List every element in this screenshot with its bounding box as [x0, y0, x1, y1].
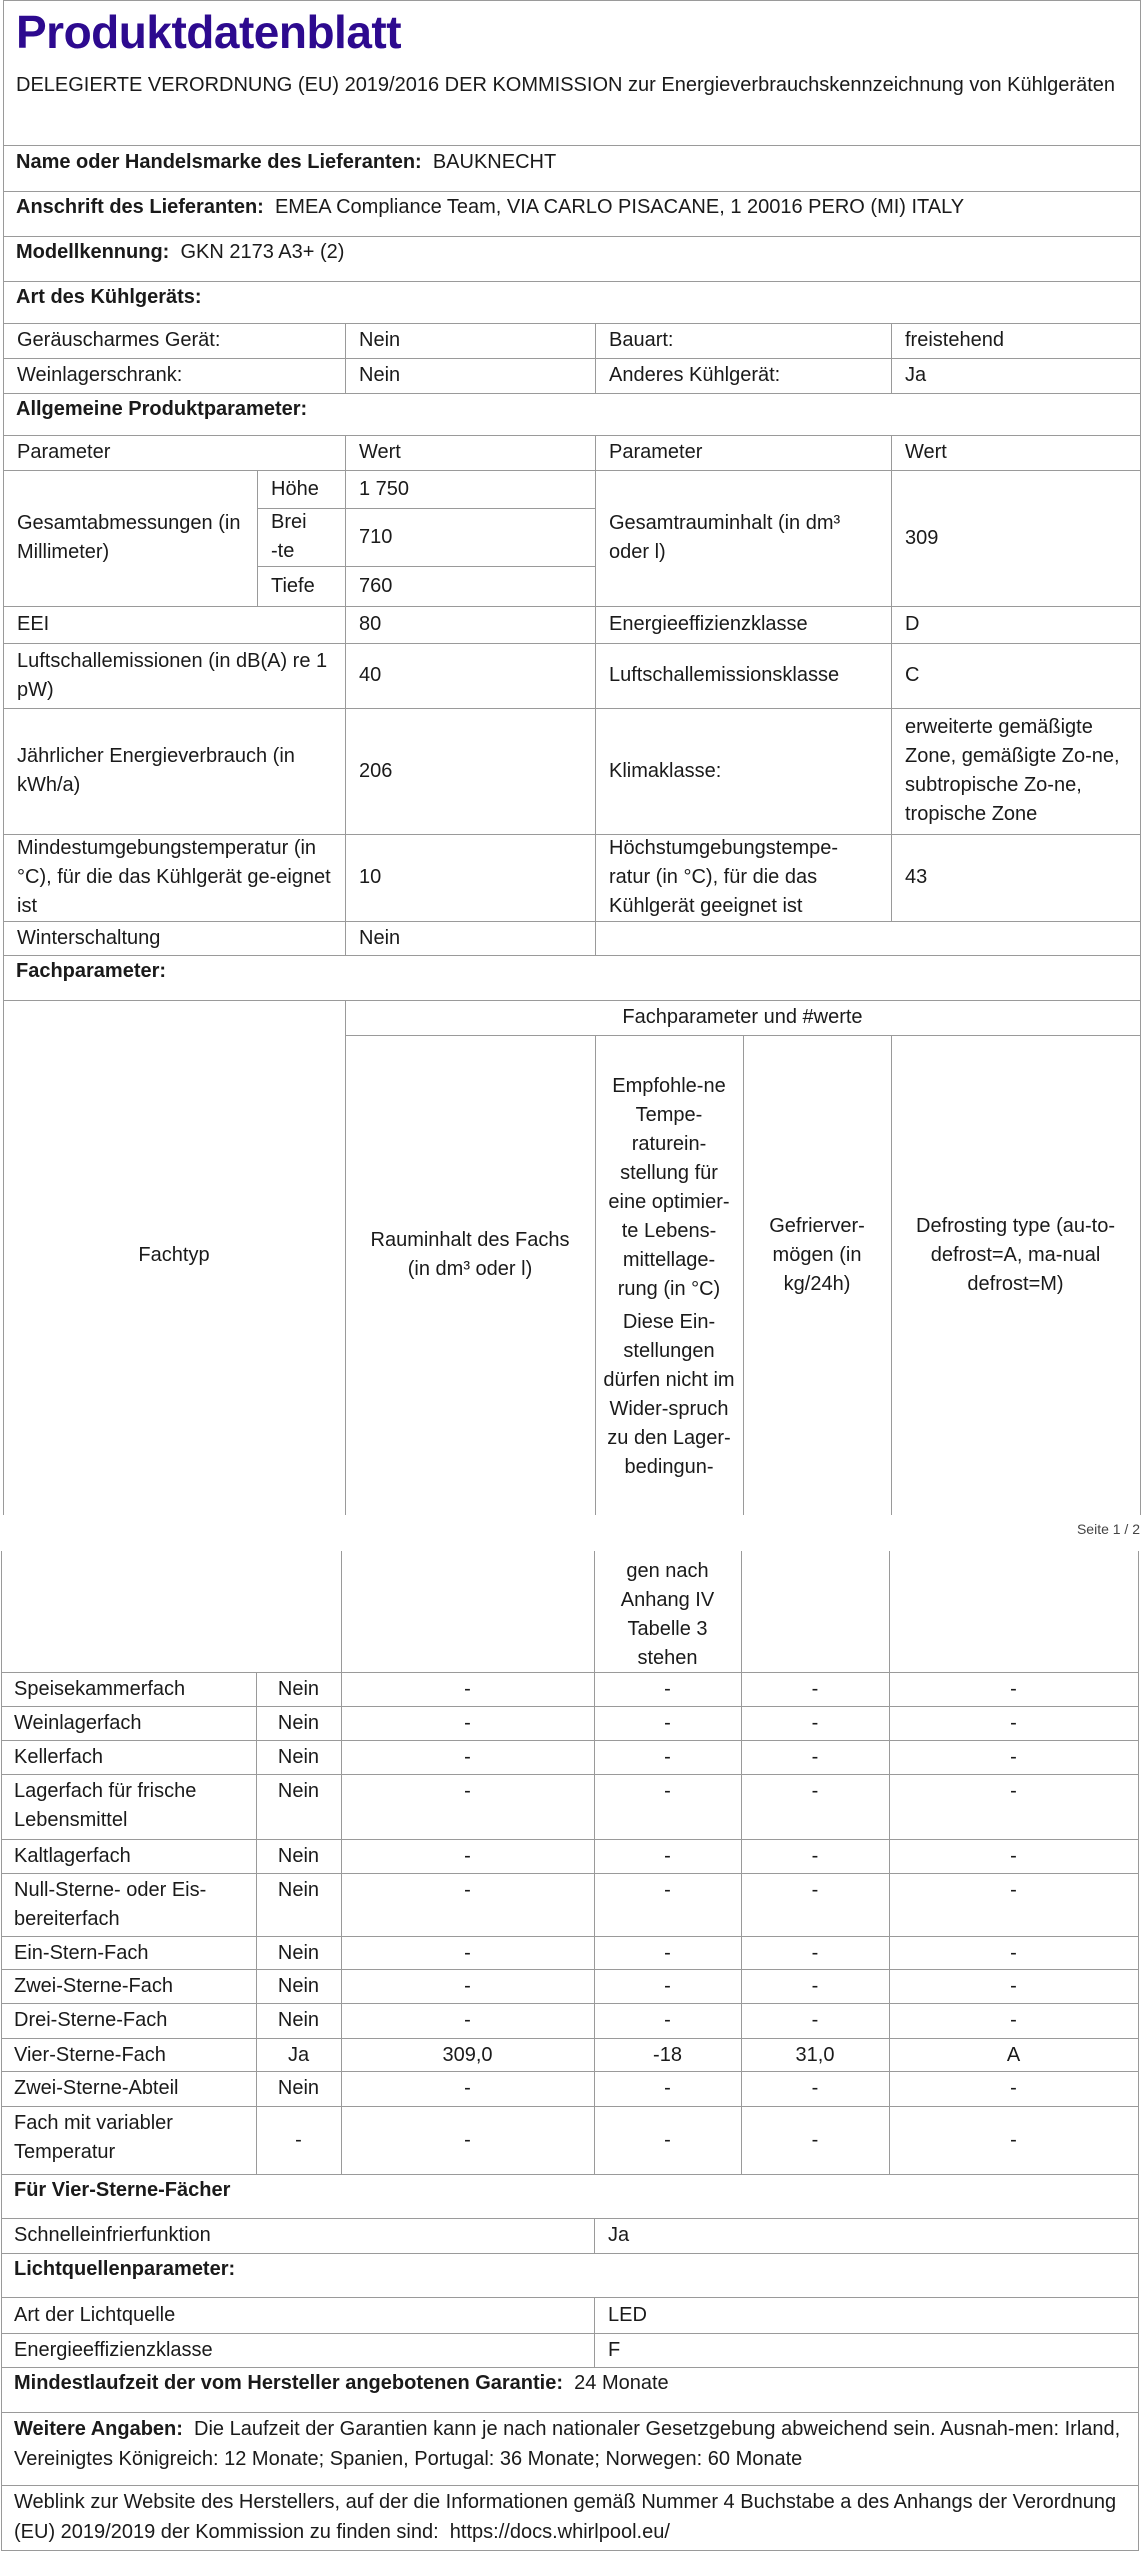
- compartment-freezing-capacity: -: [811, 1712, 819, 1734]
- divider: [594, 2218, 595, 2253]
- compartment-freezing-capacity: -: [811, 1746, 819, 1768]
- compartment-freezing-capacity: -: [811, 1678, 819, 1700]
- divider: [595, 323, 596, 393]
- compartment-volume: -: [464, 1780, 471, 1802]
- value-design-type: freistehend: [905, 329, 1004, 351]
- divider: [257, 470, 258, 606]
- supplier-name-label: Name oder Handelsmarke des Lieferanten:: [16, 151, 422, 173]
- divider: [595, 1035, 596, 1515]
- label-noise: Luftschallemissionen (in dB(A) re 1 pW): [17, 649, 328, 701]
- compartment-freezing-capacity: -: [811, 1879, 819, 1901]
- regulation-subtitle: DELEGIERTE VERORDNUNG (EU) 2019/2016 DER KOMMISSION zur Energieverbrauchskennzeichnung von Kühlgeräten: [16, 74, 1115, 96]
- label-energy-class: Energieeffizienzklasse: [609, 613, 808, 635]
- recommended-temp-continued: gen nach Anhang IV Tabelle 3 stehen: [620, 1560, 715, 1669]
- compartment-group-header: Fachparameter und #werte: [622, 1006, 863, 1028]
- compartment-freezing-capacity: -: [811, 1975, 819, 1997]
- divider: [3, 393, 1140, 394]
- compartment-temp: -18: [653, 2044, 682, 2066]
- divider: [3, 145, 1140, 146]
- compartment-type: Drei-Sterne-Fach: [14, 2009, 168, 2031]
- compartment-temp: -: [664, 2077, 671, 2099]
- divider: [1, 2550, 1138, 2551]
- col-header-defrost-type: Defrosting type (au-to-defrost=A, ma-nual defrost=M): [916, 1214, 1115, 1295]
- compartment-type: Kaltlagerfach: [14, 1845, 131, 1867]
- value-light-energy-class: F: [608, 2338, 621, 2361]
- value-energy-class: D: [905, 613, 920, 635]
- compartment-present: Nein: [277, 1975, 320, 1997]
- compartment-temp: -: [664, 1678, 671, 1700]
- divider: [1, 2412, 1138, 2413]
- compartment-volume: -: [464, 1845, 471, 1867]
- model-row: [16, 238, 344, 267]
- compartment-volume: -: [464, 2077, 471, 2099]
- compartment-defrost-type: -: [1010, 1942, 1017, 1964]
- compartment-temp: -: [664, 1975, 671, 1997]
- warranty-value: 24 Monate: [574, 2372, 669, 2394]
- dimensions-label: Gesamtabmessungen (in Millimeter): [17, 512, 241, 563]
- value-wine-cabinet: Nein: [359, 364, 401, 386]
- col-header-value-2: Wert: [905, 441, 947, 463]
- divider: [3, 281, 1140, 282]
- total-volume-value: 309: [905, 526, 939, 549]
- compartment-freezing-capacity: -: [811, 2009, 819, 2031]
- compartment-volume: -: [464, 1678, 471, 1700]
- compartment-volume: -: [464, 1712, 471, 1734]
- value-eei: 80: [359, 613, 382, 635]
- label-wine-cabinet: Weinlagerschrank:: [17, 364, 183, 386]
- compartment-freezing-capacity: -: [811, 1780, 819, 1802]
- compartment-present: Nein: [277, 2077, 320, 2099]
- label-eei: EEI: [17, 613, 50, 635]
- compartment-defrost-type: -: [1010, 1845, 1017, 1867]
- supplier-address-label: Anschrift des Lieferanten:: [16, 196, 264, 218]
- compartment-present: Nein: [277, 1746, 320, 1768]
- col-header-parameter-2: Parameter: [609, 441, 703, 463]
- divider: [595, 435, 596, 955]
- compartment-type: Fach mit variabler Temperatur: [14, 2112, 173, 2163]
- warranty-row: [14, 2369, 669, 2398]
- label-fast-freeze: Schnelleinfrierfunktion: [14, 2224, 211, 2246]
- compartment-present: Nein: [277, 1780, 320, 1802]
- label-max-ambient-temp: Höchstumgebungstempe-ratur (in °C), für die das Kühlgerät geeignet ist: [609, 837, 839, 917]
- warranty-label: Mindestlaufzeit der vom Hersteller angebotenen Garantie:: [14, 2372, 564, 2394]
- value-fast-freeze: Ja: [608, 2224, 630, 2246]
- col-header-fachtyp: Fachtyp: [138, 1243, 210, 1266]
- divider: [3, 191, 1140, 192]
- weblink-row: [14, 2487, 1126, 2547]
- compartment-defrost-type: -: [1010, 1712, 1017, 1734]
- divider: [3, 0, 1140, 1]
- additional-info-label: Weitere Angaben:: [14, 2418, 183, 2440]
- compartment-params-header: Fachparameter:: [16, 960, 167, 982]
- compartment-temp: -: [664, 2009, 671, 2031]
- compartment-defrost-type: -: [1010, 1746, 1017, 1768]
- compartment-type: Weinlagerfach: [14, 1712, 142, 1734]
- divider: [1, 2253, 1138, 2254]
- value-annual-energy: 206: [359, 759, 393, 782]
- compartment-defrost-type: -: [1010, 1879, 1017, 1901]
- appliance-type-header: Art des Kühlgeräts:: [16, 286, 202, 308]
- height-value: 1 750: [359, 477, 410, 500]
- compartment-type: Zwei-Sterne-Fach: [14, 1975, 173, 1997]
- value-min-ambient-temp: 10: [359, 866, 382, 888]
- divider: [345, 435, 346, 955]
- divider: [3, 236, 1140, 237]
- compartment-type: Ein-Stern-Fach: [14, 1942, 149, 1964]
- divider: [594, 2297, 595, 2367]
- recommended-temp-note: Diese Ein-stellungen dürfen nicht im Wider-spruch zu den Lager-bedingun-: [603, 1310, 735, 1478]
- label-min-ambient-temp: Mindestumgebungstemperatur (in °C), für die das Kühlgerät ge-eignet ist: [17, 837, 331, 917]
- col-header-recommended-temp: [595, 1035, 743, 1515]
- compartment-freezing-capacity: -: [811, 2128, 819, 2151]
- compartment-type: Vier-Sterne-Fach: [14, 2044, 166, 2066]
- compartment-defrost-type: -: [1010, 2128, 1017, 2151]
- compartment-defrost-type: -: [1010, 1780, 1017, 1802]
- recommended-temp-text: Empfohle-ne Tempe-raturein-stellung für eine optimier-te Lebens-mittellage-rung (in °C): [608, 1074, 730, 1300]
- col-header-parameter-1: Parameter: [17, 441, 111, 463]
- value-climate-class: erweiterte gemäßigte Zone, gemäßigte Zo-ne, subtropische Zo-ne, tropische Zone: [905, 716, 1120, 825]
- depth-value: 760: [359, 574, 393, 597]
- compartment-defrost-type: -: [1010, 2009, 1017, 2031]
- depth-label: Tiefe: [271, 574, 315, 597]
- compartment-freezing-capacity: -: [811, 1845, 819, 1867]
- compartment-volume: -: [464, 2009, 471, 2031]
- compartment-freezing-capacity: -: [811, 1942, 819, 1964]
- supplier-name-value: BAUKNECHT: [432, 151, 557, 173]
- label-other-appliance: Anderes Kühlgerät:: [609, 364, 781, 386]
- divider: [743, 1035, 744, 1515]
- compartment-volume: -: [464, 1975, 471, 1997]
- general-params-header: Allgemeine Produktparameter:: [16, 398, 308, 420]
- label-light-energy-class: Energieeffizienzklasse: [14, 2338, 213, 2361]
- value-other-appliance: Ja: [905, 364, 927, 386]
- compartment-present: Nein: [277, 1879, 320, 1901]
- compartment-volume: -: [464, 2128, 471, 2151]
- total-volume-label: Gesamtrauminhalt (in dm³ oder l): [609, 512, 841, 563]
- divider: [1, 2174, 1138, 2175]
- divider: [1, 2485, 1138, 2486]
- weblink-url[interactable]: https://docs.whirlpool.eu/: [449, 2521, 670, 2543]
- compartment-temp: -: [664, 1746, 671, 1768]
- label-design-type: Bauart:: [609, 329, 674, 351]
- compartment-temp: -: [664, 1780, 671, 1802]
- compartment-present: Nein: [277, 1845, 320, 1867]
- col-header-volume: Rauminhalt des Fachs (in dm³ oder l): [370, 1229, 570, 1280]
- compartment-temp: -: [664, 1942, 671, 1964]
- label-low-noise: Geräuscharmes Gerät:: [17, 329, 221, 351]
- compartment-present: Nein: [277, 2009, 320, 2031]
- col-header-freezing-capacity: Gefrierver-mögen (in kg/24h): [769, 1214, 865, 1295]
- width-value: 710: [359, 525, 393, 548]
- compartment-type: Zwei-Sterne-Abteil: [14, 2077, 179, 2099]
- compartment-volume: 309,0: [442, 2044, 493, 2066]
- compartment-volume: -: [464, 1879, 471, 1901]
- value-low-noise: Nein: [359, 329, 401, 351]
- additional-info-row: [14, 2414, 1126, 2474]
- height-label: Höhe: [271, 477, 319, 500]
- compartment-present: Nein: [277, 1942, 320, 1964]
- supplier-address-value: EMEA Compliance Team, VIA CARLO PISACANE, 1 20016 PERO (MI) ITALY: [274, 196, 965, 218]
- compartment-present: -: [295, 2128, 302, 2151]
- compartment-freezing-capacity: -: [811, 2077, 819, 2099]
- compartment-freezing-capacity: 31,0: [795, 2044, 835, 2066]
- divider: [1, 2367, 1138, 2368]
- compartment-temp: -: [664, 1712, 671, 1734]
- compartment-type: Null-Sterne- oder Eis-bereiterfach: [14, 1879, 207, 1930]
- four-star-header: Für Vier-Sterne-Fächer: [14, 2179, 231, 2201]
- compartment-present: Ja: [287, 2044, 310, 2066]
- divider: [345, 1000, 346, 1515]
- divider: [1138, 1551, 1139, 2551]
- divider: [891, 435, 892, 921]
- model-value: GKN 2173 A3+ (2): [180, 241, 345, 263]
- value-light-type: LED: [608, 2303, 647, 2326]
- compartment-present: Nein: [277, 1678, 320, 1700]
- divider: [1140, 0, 1141, 1515]
- divider: [891, 323, 892, 393]
- compartment-type: Lagerfach für frische Lebensmittel: [14, 1780, 197, 1831]
- label-climate-class: Klimaklasse:: [609, 759, 722, 782]
- supplier-address-row: [16, 193, 964, 222]
- compartment-present: Nein: [277, 1712, 320, 1734]
- compartment-defrost-type: -: [1010, 2077, 1017, 2099]
- compartment-defrost-type: -: [1010, 1975, 1017, 1997]
- weblink-text: Weblink zur Website des Herstellers, auf der die Informationen gemäß Nummer 4 Buchstabe a des Anhangs der Verordnung (EU) 2019/2019 der Kommission zu finden sind:: [14, 2491, 1117, 2543]
- compartment-temp: -: [664, 1845, 671, 1867]
- compartment-volume: -: [464, 1942, 471, 1964]
- divider: [3, 955, 1140, 956]
- page-title: Produktdatenblatt: [16, 6, 402, 58]
- label-winter-switch: Winterschaltung: [17, 926, 161, 949]
- compartment-defrost-type: -: [1010, 1678, 1017, 1700]
- divider: [345, 323, 346, 393]
- width-label: Brei-te: [271, 511, 307, 562]
- label-light-type: Art der Lichtquelle: [14, 2303, 176, 2326]
- value-winter-switch: Nein: [359, 926, 401, 949]
- label-noise-class: Luftschallemissionsklasse: [609, 664, 840, 686]
- label-annual-energy: Jährlicher Energieverbrauch (in kWh/a): [17, 745, 295, 796]
- light-source-header: Lichtquellenparameter:: [14, 2258, 236, 2280]
- compartment-type: Kellerfach: [14, 1746, 103, 1768]
- value-max-ambient-temp: 43: [905, 866, 928, 888]
- additional-info-value: Die Laufzeit der Garantien kann je nach nationaler Gesetzgebung abweichend sein. Ausnah-men: Irland, Vereinigtes Königreich: 12 Monate; Spanien, Portugal: 36 Monate; Norwegen: 60 Monate: [14, 2418, 1121, 2470]
- value-noise-class: C: [905, 664, 920, 686]
- compartment-defrost-type: A: [1006, 2044, 1021, 2066]
- compartment-temp: -: [664, 2128, 671, 2151]
- model-label: Modellkennung:: [16, 241, 170, 263]
- compartment-volume: -: [464, 1746, 471, 1768]
- value-noise: 40: [359, 664, 382, 686]
- supplier-name-row: [16, 148, 556, 177]
- compartment-temp: -: [664, 1879, 671, 1901]
- page-number: Seite 1 / 2: [1076, 1521, 1140, 1537]
- col-header-value-1: Wert: [359, 441, 401, 463]
- compartment-type: Speisekammerfach: [14, 1678, 186, 1700]
- divider: [891, 1035, 892, 1515]
